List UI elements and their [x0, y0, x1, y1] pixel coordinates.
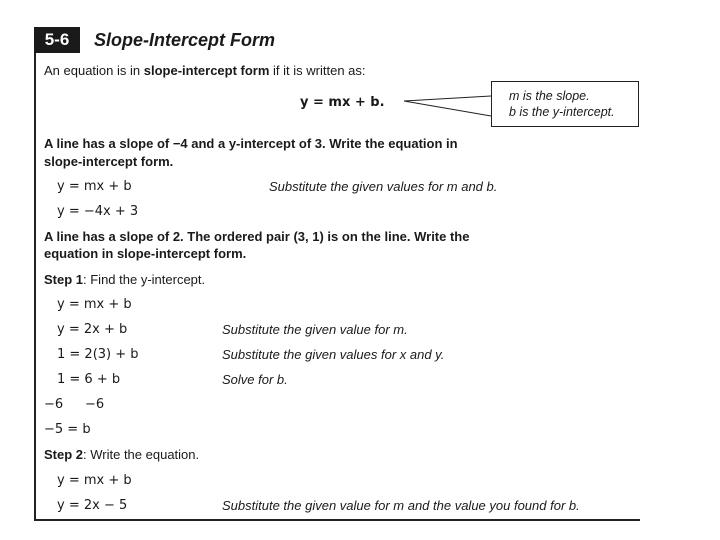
example2-row1-equation: y = mx + b	[57, 297, 132, 312]
intercept-result: −5 = b	[44, 422, 91, 437]
example2-row4-equation: 1 = 6 + b	[57, 372, 121, 387]
subtract-right: −6	[85, 397, 105, 412]
example1-general-equation: y = mx + b	[57, 179, 132, 194]
example2-row2-note: Substitute the given value for m.	[222, 322, 408, 337]
example2-row3-equation: 1 = 2(3) + b	[57, 347, 139, 362]
example1-substitute-note: Substitute the given values for m and b.	[269, 179, 498, 194]
final-general-equation: y = mx + b	[57, 473, 132, 488]
definition-callout	[491, 81, 639, 127]
example2-row2-equation: y = 2x + b	[57, 322, 128, 337]
intro-term: slope-intercept form	[143, 63, 270, 78]
intro-formula: y = mx + b.	[300, 95, 385, 110]
subtract-left: −6	[44, 397, 64, 412]
example1-problem-line2: slope-intercept form.	[44, 154, 174, 169]
step1-text: : Find the y-intercept.	[83, 272, 206, 287]
example2-row3-note: Substitute the given values for x and y.	[222, 347, 445, 362]
example2-step2-heading	[44, 447, 199, 462]
intro-suffix: if it is written as:	[269, 63, 366, 78]
lesson-title: Slope-Intercept Form	[94, 30, 276, 50]
final-substitute-note: Substitute the given value for m and the value you found for b.	[222, 498, 580, 513]
example2-row4-note: Solve for b.	[222, 372, 288, 387]
callout-line-intercept: b is the y-intercept.	[509, 105, 615, 119]
example2-problem-line1: A line has a slope of 2. The ordered pair (3, 1) is on the line. Write the	[44, 229, 470, 244]
step2-label: Step 2	[44, 447, 84, 462]
lesson-number-badge: 5-6	[34, 27, 80, 53]
step2-text: : Write the equation.	[83, 447, 200, 462]
intro-prefix: An equation is in	[44, 63, 144, 78]
example1-problem-line1: A line has a slope of −4 and a y-intercept of 3. Write the equation in	[44, 136, 458, 151]
step1-label: Step 1	[44, 272, 84, 287]
final-answer-equation: y = 2x − 5	[57, 498, 128, 513]
example2-step1-heading	[44, 272, 205, 287]
example2-problem-line2: equation in slope-intercept form.	[44, 246, 247, 261]
example1-answer-equation: y = −4x + 3	[57, 204, 139, 219]
callout-line-slope: m is the slope.	[509, 89, 590, 103]
